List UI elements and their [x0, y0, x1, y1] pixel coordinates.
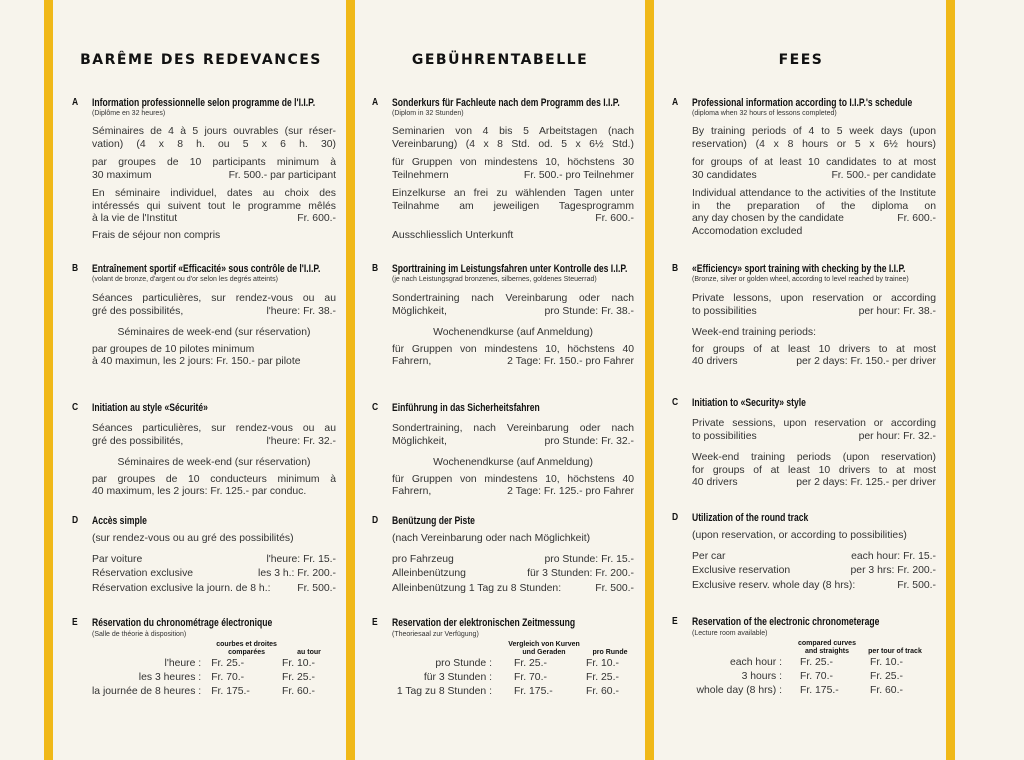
- column-header: au tour: [297, 649, 321, 656]
- note: Accomodation excluded: [692, 225, 803, 237]
- table-row: [92, 685, 336, 699]
- paragraph: Private lessons, upon reservation or according: [692, 293, 936, 304]
- section-letter: E: [672, 616, 678, 627]
- paragraph: By training periods of 4 to 5 week days (upon reservation) (4 x 8 hours or 5 x 6½ hours): [692, 126, 936, 150]
- row-label: whole day (8 hrs) :: [696, 685, 782, 696]
- price-value: Fr. 10.-: [282, 658, 315, 669]
- section-letter: C: [72, 402, 79, 413]
- row-label: 3 hours :: [741, 671, 782, 682]
- fold-band-middle-left: [346, 0, 355, 760]
- row-label: l'heure :: [164, 658, 202, 669]
- price-label: to possibilities: [692, 430, 757, 442]
- section-letter: B: [672, 263, 679, 274]
- price-line: [692, 213, 936, 226]
- paragraph: Week-end training periods:: [692, 327, 816, 338]
- price-label: 30 maximum: [92, 169, 152, 181]
- paragraph: for groups of at least 10 drivers to at most: [692, 343, 936, 355]
- price-value: l'heure: Fr. 38.-: [266, 305, 336, 317]
- price-value: Fr. 60.-: [586, 686, 619, 697]
- price-label: gré des possibilités,: [92, 435, 184, 447]
- paragraph: 40 maximum, les 2 jours: Fr. 125.- par conduc.: [92, 486, 307, 497]
- paragraph: Wochenendkurse (auf Anmeldung): [433, 327, 593, 338]
- price-line: [92, 170, 336, 183]
- section-letter: E: [72, 617, 78, 628]
- fee-table: [92, 641, 336, 699]
- paragraph: for groups of at least 10 candidates to at most: [692, 157, 936, 168]
- price-value: Fr. 10.-: [586, 658, 619, 669]
- price-label: Per car: [692, 550, 726, 562]
- paragraph: für Gruppen von mindestens 10, höchstens 30: [392, 157, 634, 168]
- price-line: [92, 213, 336, 226]
- price-label: Alleinbenützung 1 Tag zu 8 Stunden:: [392, 582, 562, 594]
- section-letter: D: [672, 512, 679, 523]
- paragraph: Séminaires de week-end (sur réservation): [117, 457, 311, 468]
- row-label: les 3 heures :: [138, 672, 202, 683]
- price-value: Fr. 175.-: [800, 685, 839, 696]
- paragraph: Séances particulières, sur rendez-vous ou au: [92, 293, 336, 304]
- table-row: [392, 685, 634, 699]
- price-value: pro Stunde: Fr. 38.-: [544, 305, 634, 317]
- row-label: pro Stunde :: [435, 658, 492, 669]
- section-letter: B: [72, 263, 79, 274]
- row-label: la journée de 8 heures :: [92, 686, 202, 697]
- section-subheading: (je nach Leistungsgrad bronzenes, silbernes, goldenes Steuerrad): [392, 276, 597, 283]
- section-heading: Reservation der elektronischen Zeitmessung: [392, 617, 576, 629]
- paragraph: Seminarien von 4 bis 5 Arbeitstagen (nach Vereinbarung) (4 x 8 Std. od. 5 x 6½ Std.): [392, 126, 634, 150]
- price-label: Möglichkeit,: [392, 305, 447, 317]
- price-value: Fr. 600.-: [897, 213, 936, 224]
- price-value: Fr. 25.-: [586, 672, 619, 683]
- price-value: Fr. 175.-: [211, 686, 250, 697]
- paragraph: (upon reservation, or according to possibilities): [692, 530, 907, 541]
- price-row: [92, 568, 336, 581]
- price-line: [392, 170, 634, 183]
- price-label: Réservation exclusive: [92, 568, 194, 579]
- section-subheading: (volant de bronze, d'argent ou d'or selon les degrés atteints): [92, 276, 278, 283]
- note: Ausschliesslich Unterkunft: [392, 229, 514, 241]
- price-value: each hour: Fr. 15.-: [851, 550, 936, 562]
- table-row: [392, 657, 634, 671]
- price-row: [692, 551, 936, 564]
- paragraph: für Gruppen von mindestens 10, höchstens 40: [392, 473, 634, 485]
- section-heading: Initiation to «Security» style: [692, 397, 806, 409]
- section-letter: E: [372, 617, 378, 628]
- column-french: [56, 0, 346, 760]
- price-value: Fr. 25.-: [514, 658, 547, 669]
- price-value: Fr. 70.-: [800, 671, 833, 682]
- paragraph: Sondertraining, nach Vereinbarung oder nach: [392, 423, 634, 434]
- price-value: pro Stunde: Fr. 32.-: [544, 435, 634, 447]
- price-value: les 3 h.: Fr. 200.-: [258, 568, 336, 579]
- paragraph: Séminaires de 4 à 5 jours ouvrables (sur réservation) (4 x 8 h. ou 5 x 6 h. 30): [92, 126, 336, 150]
- price-value: Fr. 60.-: [870, 685, 903, 696]
- section-subheading: (Diplom in 32 Stunden): [392, 110, 464, 117]
- price-label: Exclusive reservation: [692, 565, 791, 576]
- section-subheading: (Salle de théorie à disposition): [92, 631, 187, 638]
- section-letter: D: [72, 515, 79, 526]
- table-row: [392, 671, 634, 685]
- section-heading: Einführung in das Sicherheitsfahren: [392, 402, 540, 414]
- paragraph: par groupes de 10 participants minimum à: [92, 157, 336, 168]
- section-letter: A: [372, 97, 379, 108]
- price-value: pro Stunde: Fr. 15.-: [544, 553, 634, 565]
- price-label: gré des possibilités,: [92, 305, 184, 317]
- price-label: à la vie de l'Institut: [92, 213, 178, 224]
- section-heading: Entraînement sportif «Efficacité» sous contrôle de l'I.I.P.: [92, 263, 321, 275]
- row-label: 1 Tag zu 8 Stunden :: [396, 686, 492, 697]
- table-row: [692, 684, 928, 698]
- paragraph: für Gruppen von mindestens 10, höchstens 40: [392, 343, 634, 355]
- section-heading: Reservation of the electronic chronometerage: [692, 616, 880, 628]
- paragraph: En séminaire individuel, dates au choix des intéressés qui suivent tout le programme mêlés: [92, 188, 336, 212]
- section-letter: A: [72, 97, 79, 108]
- section-heading: Accès simple: [92, 515, 147, 527]
- paragraph: par groupes de 10 conducteurs minimum à: [92, 473, 336, 485]
- column-header: courbes et droites comparées: [216, 641, 277, 656]
- price-value: per 3 hrs: Fr. 200.-: [850, 565, 936, 576]
- price-line: [392, 356, 634, 369]
- section-subheading: (diploma when 32 hours of lessons completed): [692, 110, 837, 117]
- price-label: Par voiture: [92, 553, 143, 565]
- row-label: für 3 Stunden :: [423, 672, 492, 683]
- table-row: [92, 671, 336, 685]
- price-line: [692, 306, 936, 319]
- paragraph: Séances particulières, sur rendez-vous ou au: [92, 423, 336, 434]
- price-line: [692, 477, 936, 490]
- paragraph: Séminaires de week-end (sur réservation): [117, 327, 311, 338]
- column-title: FEES: [778, 52, 824, 68]
- price-label: Fahrern,: [392, 356, 432, 367]
- price-value: per 2 days: Fr. 150.- per driver: [796, 356, 936, 367]
- row-label: each hour :: [730, 657, 782, 668]
- column-title: GEBÜHRENTABELLE: [411, 52, 589, 68]
- price-line: [692, 170, 936, 183]
- section-heading: Initiation au style «Sécurité»: [92, 402, 208, 414]
- price-value: Fr. 600.-: [297, 213, 336, 224]
- fee-table: [392, 641, 634, 699]
- price-row: [392, 554, 634, 567]
- column-header: compared curves and straights: [798, 640, 856, 655]
- price-label: any day chosen by the candidate: [692, 213, 844, 224]
- price-label: Alleinbenützung: [392, 568, 466, 579]
- price-line: [392, 486, 634, 499]
- section-heading: Benützung der Piste: [392, 515, 475, 527]
- paragraph: (sur rendez-vous ou au gré des possibilités): [92, 533, 294, 544]
- paragraph: Sondertraining nach Vereinbarung oder nach: [392, 293, 634, 304]
- section-subheading: (Bronze, silver or golden wheel, according to level reached by trainee): [692, 276, 909, 283]
- price-value: per hour: Fr. 32.-: [858, 430, 936, 442]
- fold-band-left: [44, 0, 53, 760]
- price-value: Fr. 70.-: [514, 672, 547, 683]
- paragraph: Week-end training periods (upon reservation): [692, 452, 936, 463]
- price-value: Fr. 25.-: [211, 658, 245, 669]
- table-row: [692, 656, 928, 670]
- price-row: [392, 568, 634, 581]
- column-german: [356, 0, 644, 760]
- paragraph: for groups of at least 10 drivers to at most: [692, 464, 936, 476]
- price-value: 2 Tage: Fr. 150.- pro Fahrer: [507, 356, 634, 367]
- section-heading: Utilization of the round track: [692, 512, 809, 524]
- fold-band-right: [946, 0, 955, 760]
- paragraph: à 40 maximun, les 2 jours: Fr. 150.- par pilote: [92, 356, 301, 367]
- price-value: Fr. 175.-: [514, 686, 553, 697]
- price-row: [392, 583, 634, 596]
- column-title: BARÊME DES REDEVANCES: [80, 52, 322, 68]
- price-label: Réservation exclusive la journ. de 8 h.:: [92, 582, 271, 594]
- section-letter: D: [372, 515, 379, 526]
- table-row: [692, 670, 928, 684]
- price-value: l'heure: Fr. 15.-: [266, 553, 336, 565]
- section-subheading: (Theoriesaal zur Verfügung): [392, 631, 479, 638]
- section-letter: C: [372, 402, 379, 413]
- price-value: Fr. 10.-: [870, 657, 903, 668]
- section-letter: B: [372, 263, 379, 274]
- price-row: [92, 554, 336, 567]
- price-value: Fr. 70.-: [211, 672, 245, 683]
- price-label: 30 candidates: [692, 169, 757, 181]
- price-value: per hour: Fr. 38.-: [858, 305, 936, 317]
- section-subheading: (Diplôme en 32 heures): [92, 110, 166, 117]
- section-subheading: (Lecture room available): [692, 630, 768, 637]
- table-row: [92, 657, 336, 671]
- section-letter: C: [672, 397, 679, 408]
- price-line: [692, 356, 936, 369]
- price-value: l'heure: Fr. 32.-: [266, 435, 336, 447]
- price-line: [392, 306, 634, 319]
- price-value: Fr. 25.-: [800, 657, 833, 668]
- paragraph: par groupes de 10 pilotes minimum: [92, 343, 255, 355]
- price-label: 40 drivers: [692, 477, 738, 488]
- price-value: Fr. 600.-: [595, 213, 634, 224]
- price-value: Fr. 500.- per candidate: [831, 169, 936, 181]
- section-letter: A: [672, 97, 679, 108]
- price-label: pro Fahrzeug: [392, 553, 454, 565]
- price-value: Fr. 25.-: [870, 671, 903, 682]
- price-label: Exclusive reserv. whole day (8 hrs):: [692, 579, 856, 591]
- fee-table: [692, 640, 928, 698]
- fold-band-middle-right: [645, 0, 654, 760]
- paragraph: Private sessions, upon reservation or according: [692, 418, 936, 429]
- price-value: Fr. 500.- pro Teilnehmer: [523, 169, 634, 181]
- section-heading: Réservation du chronométrage électronique: [92, 617, 273, 629]
- column-header: per tour of track: [868, 648, 922, 655]
- paragraph: (nach Vereinbarung oder nach Möglichkeit): [392, 533, 591, 544]
- section-heading: Sporttraining im Leistungsfahren unter Kontrolle des I.I.P.: [392, 263, 628, 275]
- paragraph: Einzelkurse an frei zu wählenden Tagen unter Teilnahme am jeweiligen Tagesprogramm: [392, 188, 634, 212]
- price-line: [692, 431, 936, 444]
- column-header: Vergleich von Kurven und Geraden: [508, 641, 580, 656]
- price-line: [92, 436, 336, 449]
- price-row: [92, 583, 336, 596]
- paragraph: Wochenendkurse (auf Anmeldung): [433, 457, 593, 468]
- section-heading: «Efficiency» sport training with checking by the I.I.P.: [692, 263, 906, 275]
- price-label: to possibilities: [692, 305, 757, 317]
- paragraph: Individual attendance to the activities of the Institute in the preparation of the diploma on: [692, 188, 936, 212]
- price-row: [692, 565, 936, 578]
- section-heading: Sonderkurs für Fachleute nach dem Programm des I.I.P.: [392, 97, 620, 109]
- section-heading: Information professionnelle selon programme de l'I.I.P.: [92, 97, 316, 109]
- price-value: für 3 Stunden: Fr. 200.-: [527, 568, 634, 579]
- price-value: Fr. 500.-: [897, 579, 936, 591]
- price-value: Fr. 500.- par participant: [228, 169, 336, 181]
- price-line: [392, 436, 634, 449]
- price-value: Fr. 60.-: [282, 686, 315, 697]
- column-english: [656, 0, 946, 760]
- price-label: Teilnehmern: [392, 169, 449, 181]
- price-row: [692, 580, 936, 593]
- price-line: [92, 306, 336, 319]
- column-header: pro Runde: [592, 649, 628, 656]
- section-heading: Professional information according to I.I.P.'s schedule: [692, 97, 913, 109]
- price-label: 40 drivers: [692, 356, 738, 367]
- price-value: 2 Tage: Fr. 125.- pro Fahrer: [507, 486, 634, 497]
- price-label: Fahrern,: [392, 486, 432, 497]
- price-value: Fr. 500.-: [297, 582, 336, 594]
- price-value: Fr. 25.-: [282, 672, 315, 683]
- price-value: Fr. 500.-: [595, 582, 634, 594]
- price-value: per 2 days: Fr. 125.- per driver: [796, 477, 936, 488]
- price-label: Möglichkeit,: [392, 435, 447, 447]
- note: Frais de séjour non compris: [92, 229, 221, 241]
